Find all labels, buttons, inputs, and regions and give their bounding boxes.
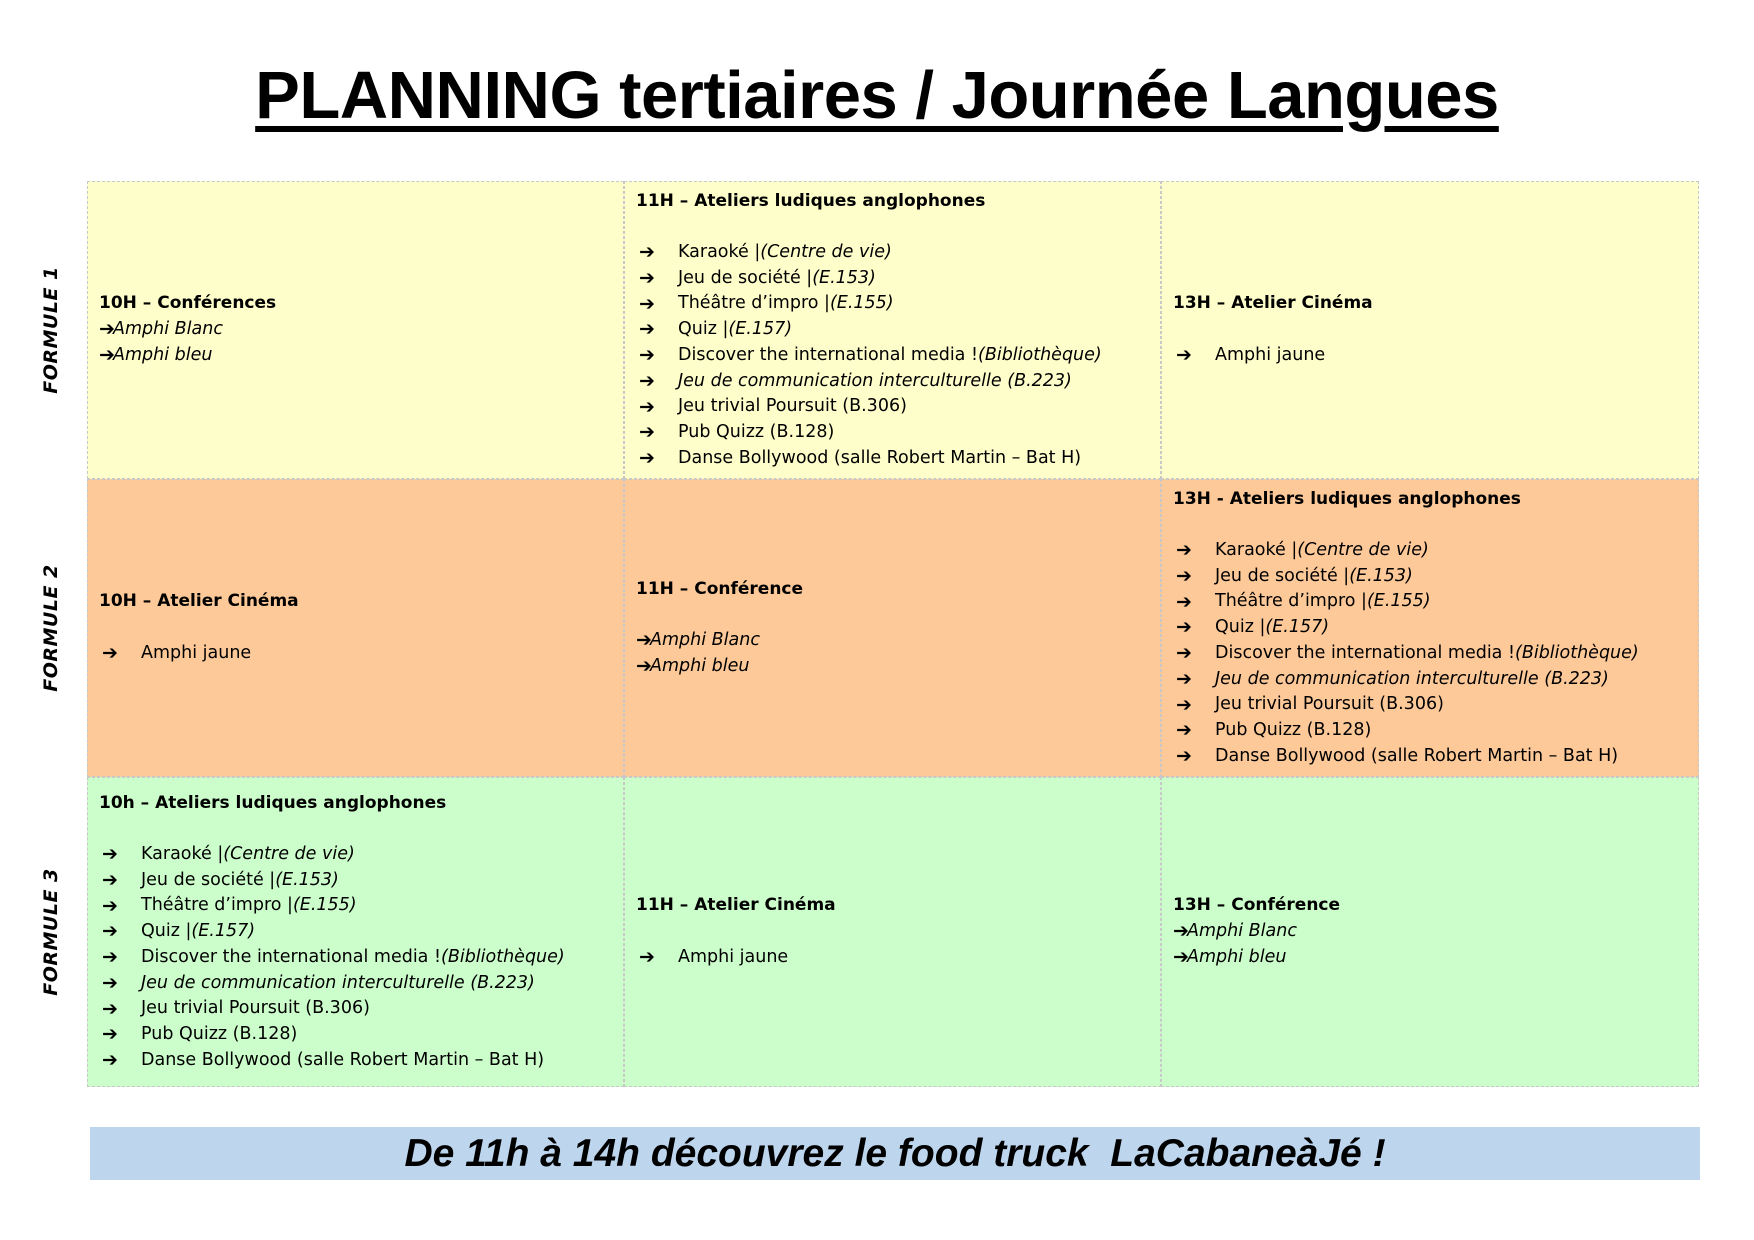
- arrow-right-icon: ➔: [639, 292, 655, 315]
- session-location-item: [99, 317, 612, 343]
- item-text: Amphi jaune: [141, 642, 252, 663]
- item-text: Quiz |: [141, 921, 192, 942]
- arrow-right-icon: ➔: [636, 655, 652, 678]
- arrow-right-icon: ➔: [1176, 667, 1192, 690]
- spacer: [99, 816, 612, 842]
- session-location-item: [636, 240, 1149, 266]
- row-label-formule-1: [30, 181, 72, 479]
- session-location-item: [636, 945, 1149, 971]
- item-location: Amphi bleu: [1187, 946, 1287, 967]
- item-location: Jeu de communication interculturelle (B.223): [678, 370, 1072, 391]
- arrow-right-icon: ➔: [639, 421, 655, 444]
- item-location: (Centre de vie): [1297, 540, 1429, 561]
- item-text: Amphi jaune: [678, 946, 789, 967]
- item-location: (Bibliothèque): [441, 946, 565, 967]
- item-text: Quiz |: [1215, 617, 1266, 638]
- session-location-item: [99, 641, 612, 667]
- item-location: (Bibliothèque): [1515, 642, 1639, 663]
- arrow-right-icon: ➔: [102, 971, 118, 994]
- schedule-cell: [87, 479, 624, 777]
- item-location: (Bibliothèque): [978, 344, 1102, 365]
- item-location: Amphi bleu: [650, 655, 750, 676]
- schedule-cell: [624, 777, 1161, 1087]
- session-location-item: [1173, 718, 1687, 744]
- arrow-right-icon: ➔: [639, 946, 655, 969]
- arrow-right-icon: ➔: [639, 241, 655, 264]
- item-location: (Centre de vie): [760, 242, 892, 263]
- item-text: Discover the international media !: [678, 344, 978, 365]
- session-heading: 11H – Ateliers ludiques anglophones: [636, 190, 986, 211]
- item-text: Karaoké |: [1215, 540, 1298, 561]
- item-text: Jeu trivial Poursuit (B.306): [141, 998, 370, 1019]
- session-heading: 11H – Conférence: [636, 578, 804, 599]
- arrow-right-icon: ➔: [639, 447, 655, 469]
- item-text: Théâtre d’impro |: [141, 895, 293, 916]
- spacer: [1173, 512, 1687, 538]
- arrow-right-icon: ➔: [1176, 539, 1192, 562]
- session-location-item: [636, 369, 1149, 395]
- session-location-item: [1173, 564, 1687, 590]
- session-location-item: [99, 343, 612, 369]
- session-location-item: [99, 971, 612, 997]
- planning-table: [87, 181, 1699, 1087]
- session-location-item: [1173, 667, 1687, 693]
- session-location-item: [636, 654, 1149, 680]
- arrow-right-icon: ➔: [102, 946, 118, 969]
- item-text: Danse Bollywood (salle Robert Martin – Bat H): [141, 1049, 545, 1070]
- row-label-text: FORMULE 2: [40, 564, 62, 692]
- schedule-cell: [624, 479, 1161, 777]
- session-location-item: [636, 628, 1149, 654]
- item-location: (E.157): [1265, 617, 1330, 638]
- session-location-item: [1173, 538, 1687, 564]
- arrow-right-icon: ➔: [102, 894, 118, 917]
- session-location-item: [636, 394, 1149, 420]
- item-text: Théâtre d’impro |: [1215, 591, 1367, 612]
- row-label-text: FORMULE 1: [40, 266, 62, 394]
- item-location: Jeu de communication interculturelle (B.223): [141, 972, 535, 993]
- schedule-cell: [87, 181, 624, 479]
- row-label-formule-3: [30, 777, 72, 1087]
- item-location: Amphi bleu: [113, 344, 213, 365]
- session-location-item: [1173, 919, 1687, 945]
- item-text: Pub Quizz (B.128): [141, 1023, 298, 1044]
- session-location-item: [99, 842, 612, 868]
- item-text: Pub Quizz (B.128): [1215, 719, 1372, 740]
- arrow-right-icon: ➔: [99, 318, 115, 341]
- item-location: (E.155): [829, 293, 894, 314]
- item-text: Discover the international media !: [141, 946, 441, 967]
- session-location-item: [636, 343, 1149, 369]
- session-heading: 10h – Ateliers ludiques anglophones: [99, 792, 447, 813]
- schedule-cell: [1161, 777, 1699, 1087]
- arrow-right-icon: ➔: [639, 318, 655, 341]
- session-location-item: [99, 1048, 612, 1074]
- arrow-right-icon: ➔: [1176, 565, 1192, 588]
- item-location: Amphi Blanc: [1187, 921, 1297, 942]
- session-location-item: [1173, 945, 1687, 971]
- session-location-item: [1173, 641, 1687, 667]
- arrow-right-icon: ➔: [1176, 642, 1192, 665]
- arrow-right-icon: ➔: [1176, 719, 1192, 742]
- arrow-right-icon: ➔: [639, 267, 655, 290]
- session-location-item: [99, 945, 612, 971]
- item-text: Discover the international media !: [1215, 642, 1515, 663]
- arrow-right-icon: ➔: [102, 1023, 118, 1046]
- arrow-right-icon: ➔: [102, 997, 118, 1020]
- item-text: Quiz |: [678, 319, 729, 340]
- item-location: (E.157): [191, 921, 256, 942]
- item-location: Jeu de communication interculturelle (B.223): [1215, 668, 1609, 689]
- arrow-right-icon: ➔: [102, 920, 118, 943]
- item-text: Danse Bollywood (salle Robert Martin – Bat H): [1215, 745, 1619, 766]
- arrow-right-icon: ➔: [636, 629, 652, 652]
- session-location-item: [1173, 615, 1687, 641]
- item-location: Amphi Blanc: [650, 629, 760, 650]
- arrow-right-icon: ➔: [1176, 616, 1192, 639]
- arrow-right-icon: ➔: [639, 395, 655, 418]
- schedule-cell: [87, 777, 624, 1087]
- item-text: Danse Bollywood (salle Robert Martin – Bat H): [678, 447, 1082, 468]
- session-heading: 13H – Conférence: [1173, 895, 1341, 916]
- arrow-right-icon: ➔: [1173, 946, 1189, 969]
- session-location-item: [636, 266, 1149, 292]
- spacer: [99, 615, 612, 641]
- session-location-item: [1173, 744, 1687, 770]
- session-location-item: [99, 893, 612, 919]
- item-location: (E.155): [292, 895, 357, 916]
- item-text: Jeu de société |: [1215, 565, 1350, 586]
- schedule-cell: [624, 181, 1161, 479]
- schedule-cell: [1161, 479, 1699, 777]
- food-truck-banner: De 11h à 14h découvrez le food truck LaCabaneàJé !: [90, 1127, 1700, 1180]
- arrow-right-icon: ➔: [1176, 745, 1192, 767]
- item-text: Théâtre d’impro |: [678, 293, 830, 314]
- session-location-item: [99, 1022, 612, 1048]
- item-text: Jeu de société |: [141, 869, 276, 890]
- item-location: (E.153): [1349, 565, 1413, 586]
- session-location-item: [1173, 589, 1687, 615]
- session-location-item: [636, 420, 1149, 446]
- session-location-item: [636, 291, 1149, 317]
- item-location: (Centre de vie): [223, 844, 355, 865]
- session-heading: 13H - Ateliers ludiques anglophones: [1173, 488, 1521, 509]
- arrow-right-icon: ➔: [1176, 693, 1192, 716]
- arrow-right-icon: ➔: [1173, 920, 1189, 943]
- session-location-item: [99, 996, 612, 1022]
- item-location: (E.157): [728, 319, 793, 340]
- session-location-item: [636, 317, 1149, 343]
- schedule-cell: [1161, 181, 1699, 479]
- session-heading: 11H – Atelier Cinéma: [636, 895, 836, 916]
- spacer: [1173, 317, 1687, 343]
- arrow-right-icon: ➔: [1176, 344, 1192, 367]
- arrow-right-icon: ➔: [1176, 590, 1192, 613]
- page-title: PLANNING tertiaires / Journée Langues: [255, 58, 1499, 133]
- row-label-formule-2: [30, 479, 72, 777]
- arrow-right-icon: ➔: [102, 1049, 118, 1071]
- arrow-right-icon: ➔: [102, 843, 118, 866]
- item-text: Jeu de société |: [678, 267, 813, 288]
- item-text: Karaoké |: [678, 242, 761, 263]
- arrow-right-icon: ➔: [639, 369, 655, 392]
- item-text: Jeu trivial Poursuit (B.306): [678, 396, 907, 417]
- arrow-right-icon: ➔: [639, 344, 655, 367]
- spacer: [636, 602, 1149, 628]
- session-location-item: [1173, 692, 1687, 718]
- item-text: Pub Quizz (B.128): [678, 421, 835, 442]
- arrow-right-icon: ➔: [102, 869, 118, 892]
- arrow-right-icon: ➔: [99, 344, 115, 367]
- session-heading: 10H – Atelier Cinéma: [99, 591, 299, 612]
- item-text: Jeu trivial Poursuit (B.306): [1215, 694, 1444, 715]
- item-location: (E.153): [812, 267, 876, 288]
- item-text: Amphi jaune: [1215, 344, 1326, 365]
- item-text: Karaoké |: [141, 844, 224, 865]
- row-label-text: FORMULE 3: [40, 868, 62, 996]
- session-location-item: [99, 919, 612, 945]
- item-location: (E.153): [275, 869, 339, 890]
- item-location: (E.155): [1366, 591, 1431, 612]
- session-heading: 10H – Conférences: [99, 293, 277, 314]
- spacer: [636, 919, 1149, 945]
- session-heading: 13H – Atelier Cinéma: [1173, 293, 1373, 314]
- item-location: Amphi Blanc: [113, 319, 223, 340]
- session-location-item: [1173, 343, 1687, 369]
- session-location-item: [636, 446, 1149, 472]
- session-location-item: [99, 868, 612, 894]
- spacer: [636, 214, 1149, 240]
- arrow-right-icon: ➔: [102, 642, 118, 665]
